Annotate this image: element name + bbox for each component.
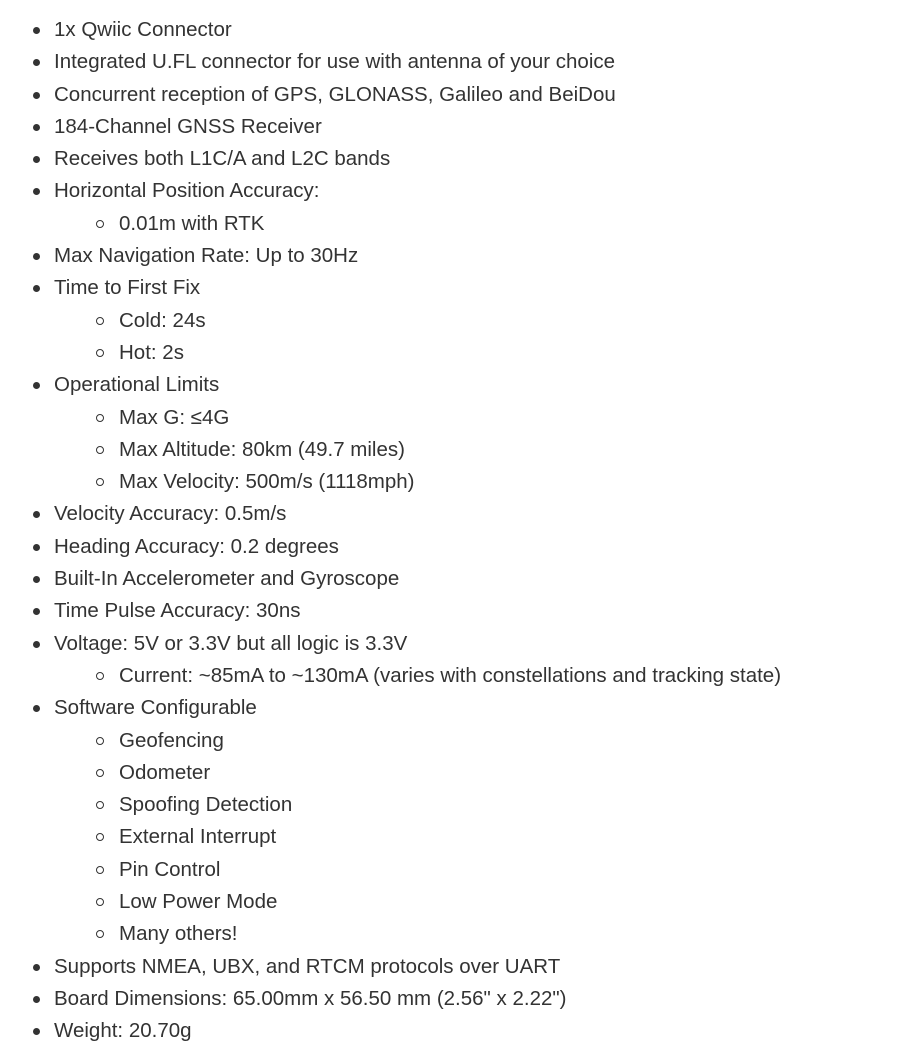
feature-item-text: Horizontal Position Accuracy: [54,179,320,203]
feature-sublist [54,660,900,692]
feature-subitem [119,789,900,821]
feature-item [54,79,900,111]
feature-item-text: Velocity Accuracy: 0.5m/s [54,502,287,526]
feature-item-text: Integrated U.FL connector for use with antenna of your choice [54,50,616,74]
feature-item-text: 184-Channel GNSS Receiver [54,114,322,138]
feature-subitem-text: Max G: ≤4G [119,405,230,429]
feature-subitem-text: Geofencing [119,728,224,752]
feature-item [54,175,900,240]
feature-item [54,983,900,1015]
feature-item-text: Receives both L1C/A and L2C bands [54,147,391,171]
feature-item-text: Software Configurable [54,696,257,720]
feature-item [54,531,900,563]
feature-subitem [119,337,900,369]
feature-subitem-text: Low Power Mode [119,890,278,914]
feature-subitem-text: Cold: 24s [119,308,206,332]
feature-item [54,143,900,175]
feature-item-text: Heading Accuracy: 0.2 degrees [54,534,339,558]
feature-item [54,369,900,498]
feature-subitem [119,466,900,498]
feature-item [54,1015,900,1047]
feature-subitem [119,305,900,337]
feature-item [54,628,900,693]
feature-item-text: Operational Limits [54,373,220,397]
feature-item [54,14,900,46]
feature-item [54,46,900,78]
feature-subitem [119,434,900,466]
feature-subitem [119,725,900,757]
feature-item-text: Built-In Accelerometer and Gyroscope [54,567,400,591]
feature-item-text: Time to First Fix [54,276,201,300]
feature-item-text: Voltage: 5V or 3.3V but all logic is 3.3V [54,631,408,655]
feature-item [54,692,900,950]
feature-item [54,595,900,627]
feature-subitem-text: Hot: 2s [119,340,184,364]
feature-subitem-text: Max Altitude: 80km (49.7 miles) [119,437,405,461]
feature-item [54,111,900,143]
feature-subitem-text: Many others! [119,922,238,946]
feature-sublist [54,305,900,370]
feature-subitem-text: Max Velocity: 500m/s (1118mph) [119,470,415,494]
feature-item [54,951,900,983]
feature-subitem [119,886,900,918]
feature-item [54,498,900,530]
feature-subitem-text: Current: ~85mA to ~130mA (varies with constellations and tracking state) [119,663,782,687]
feature-item-text: Supports NMEA, UBX, and RTCM protocols over UART [54,954,561,978]
feature-item-text: Max Navigation Rate: Up to 30Hz [54,244,359,268]
feature-sublist [54,402,900,499]
feature-item-text: 1x Qwiic Connector [54,18,232,41]
feature-sublist [54,208,900,240]
feature-subitem [119,208,900,240]
feature-item-text: Board Dimensions: 65.00mm x 56.50 mm (2.56" x 2.22") [54,986,567,1010]
feature-subitem-text: 0.01m with RTK [119,211,265,235]
feature-subitem-text: Spoofing Detection [119,793,293,817]
feature-subitem [119,821,900,853]
feature-list [0,14,900,1048]
feature-item-text: Concurrent reception of GPS, GLONASS, Galileo and BeiDou [54,82,616,106]
feature-item [54,240,900,272]
feature-subitem-text: Odometer [119,760,211,784]
feature-subitem [119,402,900,434]
feature-item [54,272,900,369]
feature-subitem [119,660,900,692]
feature-item-text: Weight: 20.70g [54,1019,192,1043]
feature-item [54,563,900,595]
feature-subitem-text: Pin Control [119,857,221,881]
feature-subitem-text: External Interrupt [119,825,277,849]
feature-subitem [119,757,900,789]
feature-subitem [119,918,900,950]
feature-subitem [119,854,900,886]
feature-item-text: Time Pulse Accuracy: 30ns [54,599,301,623]
feature-sublist [54,725,900,951]
